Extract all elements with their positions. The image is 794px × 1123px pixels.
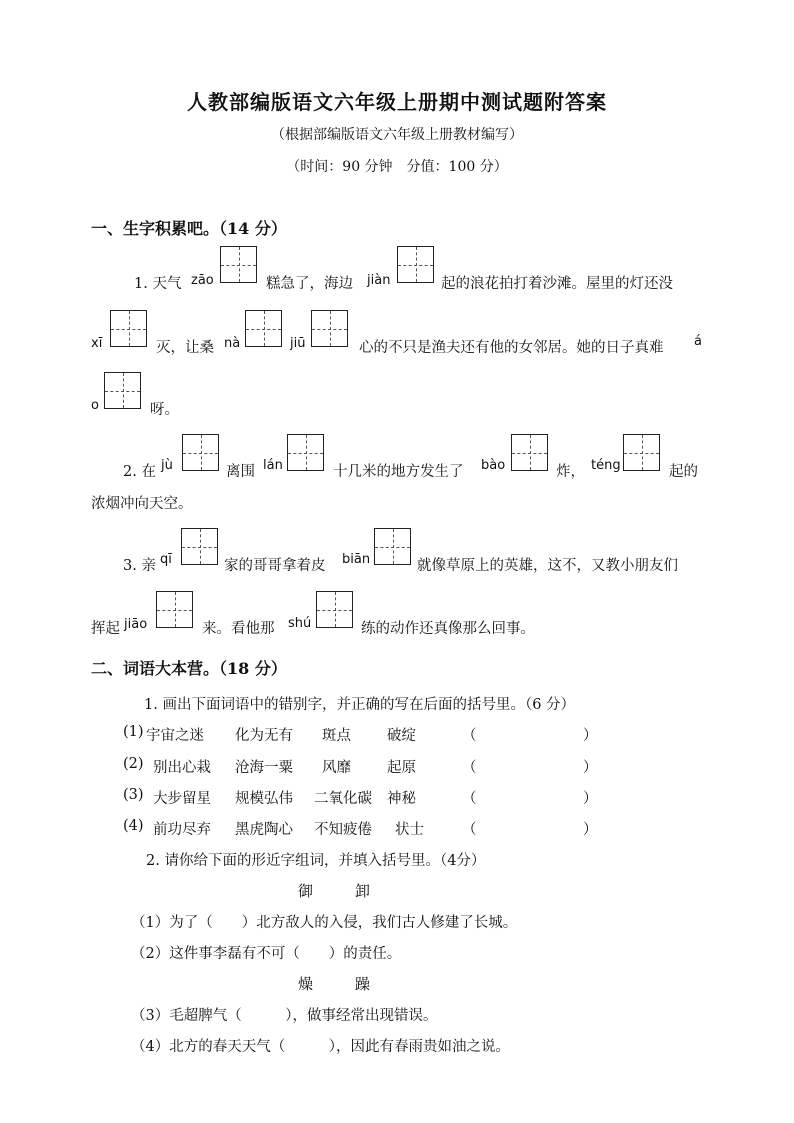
word: 化为无有 bbox=[235, 728, 293, 744]
writing-box[interactable] bbox=[374, 528, 411, 565]
word: 前功尽弃 bbox=[153, 822, 211, 838]
q2-pinyin-3: bào bbox=[481, 458, 506, 473]
word: 斑点 bbox=[322, 728, 351, 744]
similar-char: 御 bbox=[298, 882, 314, 900]
q2-text-3: 十几米的地方发生了 bbox=[333, 464, 464, 480]
answer-paren-close: ） bbox=[583, 822, 598, 838]
writing-box[interactable] bbox=[182, 434, 219, 471]
q1-pinyin-2: jiàn bbox=[367, 273, 391, 288]
q1-pinyin-6a: á bbox=[694, 334, 702, 349]
q3-text-2: 家的哥哥拿着皮 bbox=[224, 558, 326, 574]
q2-pinyin-2: lán bbox=[263, 458, 283, 473]
writing-box[interactable] bbox=[311, 310, 348, 347]
q3-text-5: 来。看他那 bbox=[202, 621, 275, 637]
section2-q1-prompt: 1. 画出下面词语中的错别字，并正确的写在后面的括号里。（6 分） bbox=[144, 697, 576, 713]
similar-char: 卸 bbox=[355, 882, 371, 900]
word: 风靡 bbox=[322, 760, 351, 776]
q3-pinyin-3: jiāo bbox=[124, 617, 148, 632]
q3-pinyin-4: shú bbox=[288, 616, 312, 631]
similar-char: 躁 bbox=[355, 975, 371, 993]
word: 黑虎陶心 bbox=[235, 822, 293, 838]
similar-char: 燥 bbox=[298, 975, 314, 993]
fill-sentence-2[interactable]: （2）这件事李磊有不可（ ）的责任。 bbox=[131, 946, 402, 962]
word: 神秘 bbox=[387, 791, 416, 807]
fill-sentence-1[interactable]: （1）为了（ ）北方敌人的入侵，我们古人修建了长城。 bbox=[131, 915, 518, 931]
q3-pinyin-2: biān bbox=[342, 552, 371, 567]
answer-paren-open[interactable]: （ bbox=[462, 791, 477, 807]
page-subtitle: （根据部编版语文六年级上册教材编写） bbox=[271, 127, 523, 143]
word: 状士 bbox=[395, 822, 424, 838]
q3-text-3: 就像草原上的英雄，这不，又教小朋友们 bbox=[417, 558, 678, 574]
q2-pinyin-1: jù bbox=[161, 458, 173, 473]
writing-box[interactable] bbox=[156, 591, 193, 628]
q2-text-1: 2. 在 bbox=[123, 464, 156, 480]
q1-pinyin-4: nà bbox=[224, 336, 241, 351]
writing-box[interactable] bbox=[181, 528, 218, 565]
q1-pinyin-5: jiū bbox=[290, 336, 306, 351]
q1-pinyin-1: zāo bbox=[191, 273, 214, 288]
word: 沧海一粟 bbox=[235, 760, 293, 776]
section1-heading: 一、生字积累吧。（14 分） bbox=[91, 219, 287, 238]
word: 别出心栽 bbox=[153, 760, 211, 776]
word: 二氧化碳 bbox=[314, 791, 372, 807]
writing-box[interactable] bbox=[104, 372, 141, 409]
q2-text-6: 浓烟冲向天空。 bbox=[91, 496, 193, 512]
q1-text-6: 呀。 bbox=[150, 402, 179, 418]
answer-paren-close: ） bbox=[583, 728, 598, 744]
q2-text-5: 起的 bbox=[669, 464, 698, 480]
q2-text-4: 炸， bbox=[556, 464, 585, 480]
word: 大步留星 bbox=[153, 791, 211, 807]
writing-box[interactable] bbox=[220, 246, 257, 283]
page-title: 人教部编版语文六年级上册期中测试题附答案 bbox=[187, 90, 607, 114]
q3-text-4: 挥起 bbox=[91, 621, 120, 637]
row-number: (4) bbox=[123, 818, 144, 834]
row-number: (3) bbox=[123, 787, 144, 803]
row-number: (2) bbox=[123, 756, 144, 772]
word: 不知疲倦 bbox=[314, 822, 372, 838]
writing-box[interactable] bbox=[397, 246, 434, 283]
row-number: (1) bbox=[123, 724, 144, 740]
writing-box[interactable] bbox=[287, 434, 324, 471]
section2-q2-prompt: 2. 请你给下面的形近字组词，并填入括号里。（4分） bbox=[146, 853, 486, 869]
q3-text-6: 练的动作还真像那么回事。 bbox=[361, 621, 535, 637]
word: 规模弘伟 bbox=[235, 791, 293, 807]
word: 宇宙之迷 bbox=[146, 728, 204, 744]
time-info: （时间：90 分钟 分值：100 分） bbox=[286, 159, 508, 175]
answer-paren-open[interactable]: （ bbox=[462, 822, 477, 838]
answer-paren-close: ） bbox=[583, 760, 598, 776]
q1-text-2: 糕急了，海边 bbox=[266, 276, 353, 292]
answer-paren-open[interactable]: （ bbox=[462, 728, 477, 744]
answer-paren-close: ） bbox=[583, 791, 598, 807]
q2-pinyin-4: téng bbox=[591, 458, 621, 473]
q1-pinyin-6b: o bbox=[91, 398, 99, 413]
q1-pinyin-3: xī bbox=[91, 336, 103, 351]
word: 起原 bbox=[387, 760, 416, 776]
q1-text-4: 灭，让桑 bbox=[156, 340, 214, 356]
section2-heading: 二、词语大本营。（18 分） bbox=[91, 659, 287, 678]
q3-text-1: 3. 亲 bbox=[123, 558, 156, 574]
fill-sentence-4[interactable]: （4）北方的春天天气（ ），因此有春雨贵如油之说。 bbox=[131, 1039, 510, 1055]
q1-text-1: 1. 天气 bbox=[134, 276, 182, 292]
q3-pinyin-1: qī bbox=[160, 552, 172, 567]
writing-box[interactable] bbox=[316, 591, 353, 628]
answer-paren-open[interactable]: （ bbox=[462, 760, 477, 776]
q1-text-5: 心的不只是渔夫还有他的女邻居。她的日子真难 bbox=[359, 340, 664, 356]
writing-box[interactable] bbox=[511, 434, 548, 471]
writing-box[interactable] bbox=[245, 310, 282, 347]
q1-text-3: 起的浪花拍打着沙滩。屋里的灯还没 bbox=[441, 276, 673, 292]
writing-box[interactable] bbox=[110, 310, 147, 347]
fill-sentence-3[interactable]: （3）毛超脾气（ ），做事经常出现错误。 bbox=[131, 1008, 438, 1024]
q2-text-2: 离围 bbox=[226, 464, 255, 480]
writing-box[interactable] bbox=[623, 434, 660, 471]
word: 破绽 bbox=[387, 728, 416, 744]
